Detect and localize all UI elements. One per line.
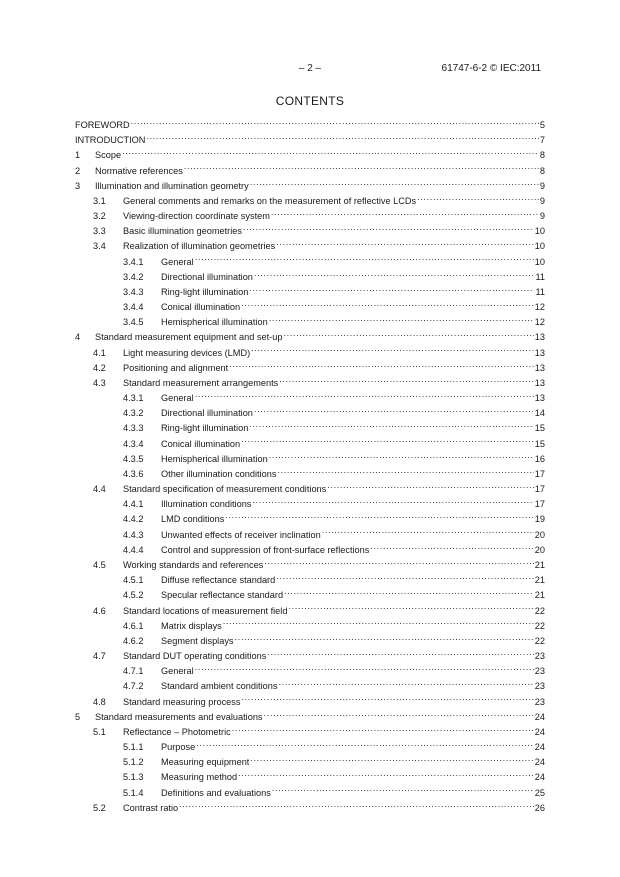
dot-leader <box>249 285 534 295</box>
toc-entry[interactable] <box>75 148 545 163</box>
page-number: – 2 – <box>298 63 322 74</box>
toc-entry[interactable] <box>75 133 545 148</box>
toc-entry-number: 4.3.6 <box>123 468 144 479</box>
toc-entry-title: Hemispherical illumination <box>161 317 268 328</box>
toc-entry[interactable] <box>75 543 545 558</box>
toc-entry-number: 5.1.2 <box>123 757 144 768</box>
toc-entry-page: 8 <box>539 165 545 176</box>
dot-leader <box>252 497 533 507</box>
toc-entry-number: 4.3.2 <box>123 408 144 419</box>
toc-entry[interactable] <box>75 255 545 270</box>
toc-entry-number: 4.6.1 <box>123 620 144 631</box>
dot-leader <box>241 695 533 705</box>
toc-entry-page: 5 <box>539 120 545 130</box>
toc-entry-number: 3.3 <box>93 226 106 237</box>
toc-entry-page: 24 <box>534 772 545 783</box>
toc-entry-number: 4.4.3 <box>123 529 144 540</box>
dot-leader <box>195 664 534 674</box>
toc-entry-title: INTRODUCTION <box>75 135 146 146</box>
toc-entry-title: Unwanted effects of receiver inclination <box>161 529 321 540</box>
dot-leader <box>267 649 533 659</box>
dot-leader <box>322 528 534 538</box>
dot-leader <box>241 300 534 310</box>
toc-entry-page: 9 <box>539 211 545 222</box>
dot-leader <box>196 740 534 750</box>
toc-entry-title: Conical illumination <box>161 438 241 449</box>
toc-entry-page: 13 <box>534 347 545 358</box>
toc-entry-number: 2 <box>75 165 81 176</box>
toc-entry-title: Standard measurement equipment and set-up <box>95 332 283 343</box>
dot-leader <box>229 361 534 371</box>
toc-entry-title: Contrast ratio <box>123 802 179 813</box>
dot-leader <box>284 588 534 598</box>
toc-entry[interactable] <box>75 179 545 194</box>
toc-entry-title: Scope <box>95 150 122 161</box>
toc-entry[interactable] <box>75 710 545 725</box>
toc-entry-title: Directional illumination <box>161 408 253 419</box>
toc-entry-page: 11 <box>535 286 545 297</box>
toc-entry-page: 22 <box>534 605 545 616</box>
toc-entry[interactable] <box>75 604 545 619</box>
toc-entry-title: General <box>161 393 194 404</box>
toc-entry-number: 3.4.4 <box>123 302 144 313</box>
toc-entry[interactable] <box>75 664 545 679</box>
dot-leader <box>269 315 534 325</box>
toc-entry[interactable] <box>75 695 545 710</box>
toc-entry-title: Realization of illumination geometries <box>123 241 276 252</box>
toc-entry[interactable] <box>75 755 545 770</box>
contents-title: CONTENTS <box>275 94 345 108</box>
toc-entry-number: 3 <box>75 180 81 191</box>
toc-entry-title: Illumination conditions <box>161 499 252 510</box>
toc-entry-page: 17 <box>534 499 545 510</box>
toc-entry-number: 4.3.4 <box>123 438 144 449</box>
dot-leader <box>241 437 534 447</box>
toc-entry-page: 23 <box>534 696 545 707</box>
toc-entry-page: 8 <box>539 150 545 161</box>
toc-entry[interactable] <box>75 285 545 300</box>
toc-entry-title: Reflectance – Photometric <box>123 726 231 737</box>
toc-entry-title: Hemispherical illumination <box>161 453 268 464</box>
toc-entry-title: Viewing-direction coordinate system <box>123 211 270 222</box>
toc-entry[interactable] <box>75 330 545 345</box>
toc-entry-title: General <box>161 666 194 677</box>
toc-entry-page: 10 <box>534 256 545 267</box>
toc-entry[interactable] <box>75 558 545 573</box>
toc-entry-title: Matrix displays <box>161 620 222 631</box>
toc-entry-page: 21 <box>534 575 545 586</box>
toc-entry[interactable] <box>75 315 545 330</box>
toc-entry-number: 3.4 <box>93 241 106 252</box>
toc-entry-number: 5 <box>75 711 81 722</box>
toc-entry-page: 14 <box>534 408 545 419</box>
toc-entry-number: 4.6 <box>93 605 106 616</box>
toc-entry-number: 1 <box>75 150 81 161</box>
dot-leader <box>277 467 533 477</box>
toc-entry-number: 4.3.3 <box>123 423 144 434</box>
toc-entry-title: Definitions and evaluations <box>161 787 271 798</box>
toc-entry-number: 3.1 <box>93 195 106 206</box>
toc-entry[interactable] <box>75 118 545 133</box>
toc-entry-number: 5.2 <box>93 802 106 813</box>
dot-leader <box>131 118 539 128</box>
dot-leader <box>264 710 534 720</box>
toc-entry-page: 21 <box>534 590 545 601</box>
toc-entry-title: General <box>161 256 194 267</box>
toc-entry-page: 9 <box>539 180 545 191</box>
toc-entry[interactable] <box>75 421 545 436</box>
toc-entry-title: LMD conditions <box>161 514 225 525</box>
toc-entry-title: Standard DUT operating conditions <box>123 651 267 662</box>
toc-entry-page: 25 <box>534 787 545 798</box>
toc-entry[interactable] <box>75 679 545 694</box>
dot-leader <box>278 679 533 689</box>
toc-entry-number: 4.7.1 <box>123 666 144 677</box>
toc-entry-page: 15 <box>534 438 545 449</box>
toc-entry-number: 4.3.5 <box>123 453 144 464</box>
toc-entry-page: 24 <box>534 742 545 753</box>
toc-entry-title: Specular reflectance standard <box>161 590 284 601</box>
toc-entry-title: Other illumination conditions <box>161 468 277 479</box>
toc-entry[interactable] <box>75 482 545 497</box>
toc-entry-title: Light measuring devices (LMD) <box>123 347 251 358</box>
toc-entry[interactable] <box>75 452 545 467</box>
toc-entry-title: General comments and remarks on the measurement of reflective LCDs <box>123 195 417 206</box>
toc-entry-page: 20 <box>534 529 545 540</box>
dot-leader <box>269 452 534 462</box>
toc-entry-title: Purpose <box>161 742 196 753</box>
toc-entry-page: 24 <box>534 757 545 768</box>
toc-entry-number: 4.2 <box>93 362 106 373</box>
toc-entry-number: 4.7 <box>93 651 106 662</box>
toc-entry[interactable] <box>75 376 545 391</box>
dot-leader <box>250 179 539 189</box>
toc-entry-page: 23 <box>534 651 545 662</box>
dot-leader <box>254 406 534 416</box>
toc-entry-page: 15 <box>534 423 545 434</box>
toc-entry[interactable] <box>75 588 545 603</box>
toc-entry-page: 13 <box>534 362 545 373</box>
toc-entry-page: 23 <box>534 666 545 677</box>
dot-leader <box>264 558 533 568</box>
toc-entry-number: 4.3 <box>93 377 106 388</box>
toc-entry[interactable] <box>75 406 545 421</box>
toc-entry-number: 4.5.1 <box>123 575 144 586</box>
dot-leader <box>238 770 534 780</box>
toc-entry-number: 5.1 <box>93 726 106 737</box>
dot-leader <box>271 209 539 219</box>
toc-entry-title: Ring-light illumination <box>161 423 249 434</box>
dot-leader <box>254 270 535 280</box>
toc-entry-title: Standard specification of measurement conditions <box>123 484 327 495</box>
toc-entry[interactable] <box>75 361 545 376</box>
dot-leader <box>179 801 534 811</box>
toc-entry[interactable] <box>75 224 545 239</box>
toc-entry-title: Standard measurements and evaluations <box>95 711 263 722</box>
toc-entry-page: 23 <box>534 681 545 692</box>
toc-entry-page: 12 <box>534 317 545 328</box>
toc-entry-title: Ring-light illumination <box>161 286 249 297</box>
toc-entry[interactable] <box>75 740 545 755</box>
toc-entry[interactable] <box>75 270 545 285</box>
toc-entry-page: 21 <box>534 559 545 570</box>
toc-entry[interactable] <box>75 437 545 452</box>
dot-leader <box>122 148 539 158</box>
toc-entry[interactable] <box>75 391 545 406</box>
table-of-contents <box>75 118 545 816</box>
toc-entry[interactable] <box>75 573 545 588</box>
dot-leader <box>370 543 533 553</box>
toc-entry[interactable] <box>75 786 545 801</box>
toc-entry-number: 3.2 <box>93 211 106 222</box>
toc-entry-number: 4.7.2 <box>123 681 144 692</box>
dot-leader <box>327 482 534 492</box>
toc-entry[interactable] <box>75 634 545 649</box>
toc-entry-page: 7 <box>539 135 545 146</box>
dot-leader <box>276 239 534 249</box>
toc-entry[interactable] <box>75 467 545 482</box>
toc-entry-page: 10 <box>534 241 545 252</box>
toc-entry-page: 13 <box>534 393 545 404</box>
toc-entry[interactable] <box>75 164 545 179</box>
dot-leader <box>417 194 539 204</box>
dot-leader <box>272 786 534 796</box>
toc-entry-page: 16 <box>534 453 545 464</box>
toc-entry-number: 4.5 <box>93 559 106 570</box>
dot-leader <box>232 725 534 735</box>
toc-entry-title: Illumination and illumination geometry <box>95 180 249 191</box>
toc-entry-number: 4.4 <box>93 484 106 495</box>
dot-leader <box>279 376 534 386</box>
toc-entry-page: 13 <box>534 377 545 388</box>
toc-entry[interactable] <box>75 801 545 816</box>
toc-entry-page: 26 <box>534 802 545 813</box>
toc-entry[interactable] <box>75 497 545 512</box>
toc-entry-title: FOREWORD <box>75 120 130 130</box>
toc-entry[interactable] <box>75 194 545 209</box>
dot-leader <box>288 604 533 614</box>
toc-entry-number: 5.1.1 <box>123 742 144 753</box>
toc-entry[interactable] <box>75 770 545 785</box>
dot-leader <box>225 512 533 522</box>
dot-leader <box>250 755 533 765</box>
toc-entry-number: 4.4.1 <box>123 499 144 510</box>
toc-entry-page: 20 <box>534 544 545 555</box>
dot-leader <box>251 346 534 356</box>
toc-entry-page: 17 <box>534 468 545 479</box>
toc-entry-number: 4.8 <box>93 696 106 707</box>
dot-leader <box>276 573 534 583</box>
toc-entry-title: Normative references <box>95 165 183 176</box>
toc-entry-page: 22 <box>534 635 545 646</box>
toc-entry-page: 17 <box>534 484 545 495</box>
toc-entry-page: 9 <box>539 195 545 206</box>
toc-entry-title: Standard ambient conditions <box>161 681 278 692</box>
dot-leader <box>195 255 534 265</box>
toc-entry[interactable] <box>75 239 545 254</box>
toc-entry-page: 10 <box>534 226 545 237</box>
dot-leader <box>243 224 534 234</box>
toc-entry-title: Basic illumination geometries <box>123 226 242 237</box>
dot-leader <box>249 421 533 431</box>
toc-entry[interactable] <box>75 619 545 634</box>
toc-entry-title: Directional illumination <box>161 271 253 282</box>
toc-entry-page: 19 <box>534 514 545 525</box>
document-id: 61747-6-2 © IEC:2011 <box>441 63 541 74</box>
toc-entry-number: 3.4.2 <box>123 271 144 282</box>
toc-entry-title: Measuring method <box>161 772 238 783</box>
dot-leader <box>195 391 534 401</box>
dot-leader <box>146 133 538 143</box>
toc-entry[interactable] <box>75 512 545 527</box>
toc-entry-title: Conical illumination <box>161 302 241 313</box>
toc-entry-number: 4.5.2 <box>123 590 144 601</box>
toc-entry-number: 3.4.3 <box>123 286 144 297</box>
toc-entry-number: 4.6.2 <box>123 635 144 646</box>
toc-entry-title: Standard locations of measurement field <box>123 605 288 616</box>
toc-entry-number: 4.3.1 <box>123 393 144 404</box>
toc-entry-number: 4.1 <box>93 347 106 358</box>
toc-entry-title: Measuring equipment <box>161 757 250 768</box>
toc-entry-number: 3.4.5 <box>123 317 144 328</box>
toc-entry-page: 22 <box>534 620 545 631</box>
toc-entry-page: 24 <box>534 711 545 722</box>
toc-entry[interactable] <box>75 209 545 224</box>
toc-entry-page: 11 <box>535 271 545 282</box>
toc-entry[interactable] <box>75 300 545 315</box>
toc-entry-title: Segment displays <box>161 635 234 646</box>
toc-entry-number: 5.1.4 <box>123 787 144 798</box>
toc-entry-title: Control and suppression of front-surface reflections <box>161 544 370 555</box>
toc-entry[interactable] <box>75 346 545 361</box>
dot-leader <box>283 330 533 340</box>
dot-leader <box>223 619 534 629</box>
toc-entry-title: Positioning and alignment <box>123 362 229 373</box>
toc-entry-title: Standard measurement arrangements <box>123 377 279 388</box>
toc-entry[interactable] <box>75 649 545 664</box>
dot-leader <box>184 164 539 174</box>
toc-entry[interactable] <box>75 725 545 740</box>
toc-entry-title: Working standards and references <box>123 559 264 570</box>
toc-entry-title: Standard measuring process <box>123 696 241 707</box>
toc-entry-number: 4 <box>75 332 81 343</box>
toc-entry-number: 4.4.4 <box>123 544 144 555</box>
toc-entry-number: 4.4.2 <box>123 514 144 525</box>
toc-entry-page: 12 <box>534 302 545 313</box>
toc-entry-page: 24 <box>534 726 545 737</box>
dot-leader <box>235 634 534 644</box>
toc-entry-title: Diffuse reflectance standard <box>161 575 276 586</box>
toc-entry-number: 3.4.1 <box>123 256 144 267</box>
toc-entry-number: 5.1.3 <box>123 772 144 783</box>
toc-entry[interactable] <box>75 528 545 543</box>
toc-entry-page: 13 <box>534 332 545 343</box>
